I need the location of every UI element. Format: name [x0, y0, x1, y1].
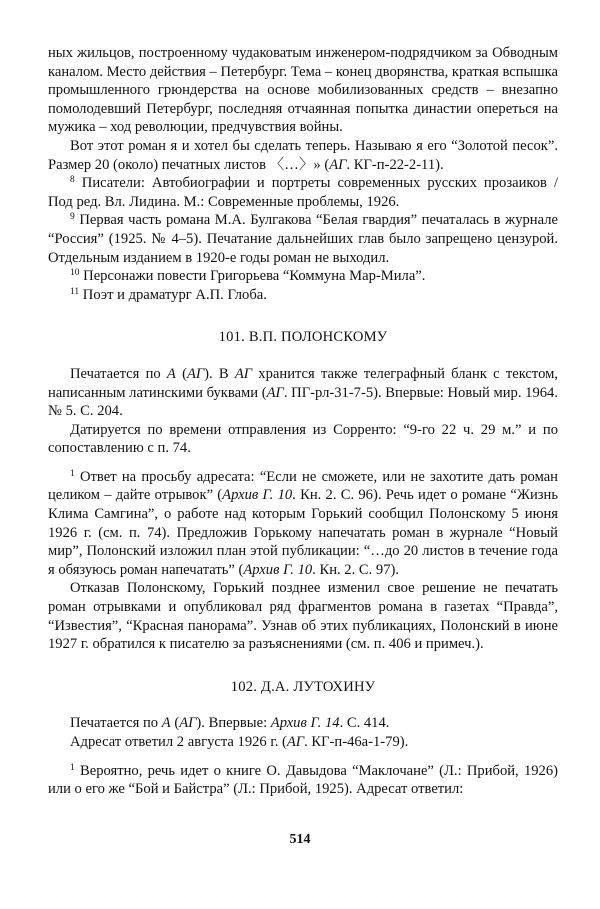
text-run: . Кн. 2. С. 97).: [312, 561, 400, 578]
footnote-10: [48, 267, 558, 286]
text-run: Печатается по: [70, 365, 167, 382]
text-run: Персонажи повести Григорьева “Коммуна Мар-Мила”.: [79, 268, 426, 285]
page-number: 514: [289, 832, 311, 847]
italic-run: АГ: [179, 715, 197, 732]
footnote-marker: 8: [70, 175, 75, 186]
paragraph-novel-plan: [48, 137, 558, 174]
section-101-footnote-1: [48, 468, 558, 580]
footnote-marker: 10: [70, 268, 80, 279]
section-heading-102: 102. Д.А. ЛУТОХИНУ: [230, 678, 376, 695]
paragraph-continuation: [48, 44, 558, 137]
italic-run: Архив Г. 10: [243, 561, 313, 578]
text-run: Датируется по времени отправления из Сорренто: “9-го 22 ч. 29 м.” и по сопоставлению с п. 74.: [48, 421, 558, 457]
footnote-9: [48, 211, 558, 267]
section-102-reply: [48, 733, 558, 752]
text-run: Печатается по: [70, 715, 162, 732]
text-run: (: [175, 365, 187, 382]
section-102-source: [48, 714, 558, 733]
section-102-footnote-1: [48, 762, 558, 799]
section-101-source: [48, 365, 558, 421]
section-101-footnote-1-continued: [48, 579, 558, 653]
text-run: . ПГ-рл-31-7-5). Впервые: Новый мир. 1964. № 5. С. 204.: [48, 384, 558, 420]
text-run: Писатели: Автобиографии и портреты современных русских прозаиков / Под ред. Вл. Лидина. М.: Современные проблемы, 1926.: [48, 175, 558, 210]
footnote-marker: 1: [70, 468, 75, 479]
footnote-marker: 9: [70, 212, 75, 223]
italic-run: АГ: [186, 365, 205, 382]
text-run: Вот этот роман я и хотел бы сделать теперь. Называю я его “Золотой песок”. Размер 20 (около) печатных листов 〈…〉» (: [48, 137, 558, 173]
text-run: Ответ на просьбу адресата: “Если не сможете, или не захотите дать роман целиком – дайте отрывок” (: [48, 468, 558, 504]
footnote-11: [48, 286, 558, 305]
italic-run: АГ: [266, 384, 284, 401]
text-run: (: [170, 715, 180, 732]
text-run: Отказав Полонскому, Горький позднее изменил свое решение не печатать роман отрывками и опубликовал ряд фрагментов романа в газетах “Правда”, “Известия”, “Красная панорама”. Узнав об этих публикациях, Полонский в июне 1927 г. обратился к писателю за разъяснениями (см. п. 406 и примеч.).: [48, 580, 558, 653]
italic-run: Архив Г. 10: [222, 487, 293, 504]
text-run: Поэт и драматург А.П. Глоба.: [79, 286, 267, 303]
text-run: Первая часть романа М.А. Булгакова “Белая гвардия” печаталась в журнале “Россия” (1925. № 4–5). Печатание дальнейших глав было запрещено цензурой. Отдельным изданием в 1920-е годы роман не выходил.: [48, 212, 558, 266]
italic-run: АГ: [329, 156, 347, 173]
text-run: . Кн. 2. С. 96). Речь идет о романе “Жизнь Клима Самгина”, о работе над которым Горький сообщил Полонскому 5 июня 1926 г. (см. п. 74). Предложив Горькому напечатать роман в журнале “Новый мир”, Полонский изложил план этой публикации: “…до 20 листов в течение года я обязуюсь роман напечатать” (: [48, 487, 559, 578]
document-page: [48, 44, 558, 799]
text-run: Вероятно, речь идет о книге О. Давыдова “Маклочане” (Л.: Прибой, 1926) или о его же “Бой и Байстра” (Л.: Прибой, 1925). Адресат ответил:: [48, 762, 558, 798]
italic-run: Архив Г. 14: [270, 715, 340, 732]
text-run: . КГ-п-22-2-11).: [346, 156, 444, 173]
text-run: хранится также телеграфный бланк с текстом, написанным латинскими буквами (: [48, 365, 558, 401]
text-run: Адресат ответил 2 августа 1926 г. (: [70, 734, 287, 750]
italic-run: А: [161, 715, 171, 732]
text-run: . КГ-п-46а-1-79).: [304, 734, 409, 750]
italic-run: АГ: [286, 734, 305, 750]
section-101-dating: [48, 421, 558, 458]
italic-run: А: [166, 365, 176, 382]
text-run: . С. 414.: [339, 715, 390, 732]
footnote-marker: 11: [70, 286, 80, 297]
text-run: ). В: [204, 365, 235, 382]
footnote-marker: 1: [70, 762, 75, 773]
section-heading-101: 101. В.П. ПОЛОНСКОМУ: [218, 329, 388, 346]
text-run: ных жильцов, построенному чудаковатым инженером-подрядчиком за Обводным каналом. Место действия – Петербург. Тема – конец дворянства, краткая вспышка промышленного грюндерства на основе мобилизованных средств – внезапно помолодевший Петербург, последняя отчаянная попытка династии опереться на мужика – ход революции, предчувствия войны.: [48, 45, 558, 136]
text-run: ). Впервые:: [196, 715, 271, 732]
footnote-8: [48, 174, 558, 211]
italic-run: АГ: [234, 365, 253, 382]
